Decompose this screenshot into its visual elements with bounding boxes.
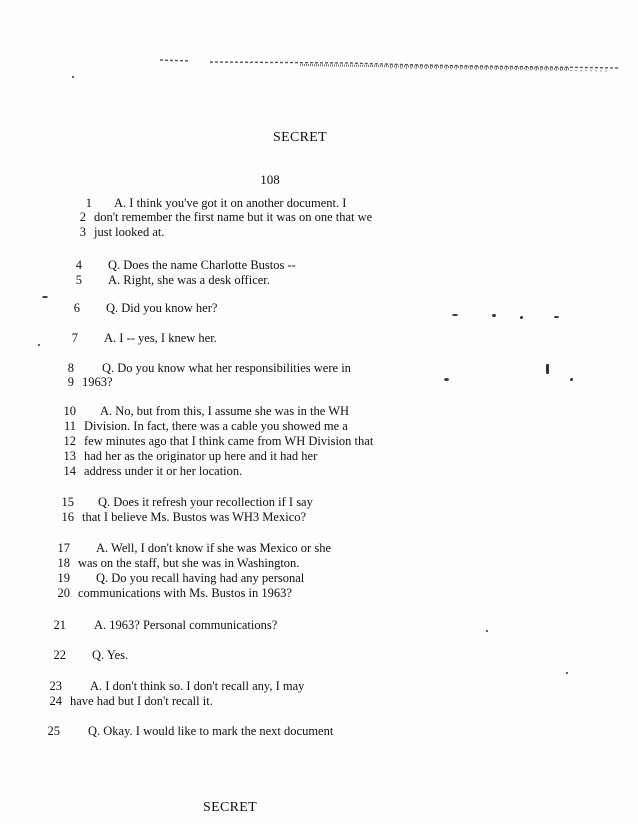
scan-speck xyxy=(492,314,496,317)
line-number: 4 xyxy=(75,258,82,272)
line-text: address under it or her location. xyxy=(84,464,243,478)
line-number: 12 xyxy=(63,434,76,448)
line-number: 22 xyxy=(53,648,66,662)
line-text: A. I think you've got it on another document. I xyxy=(114,196,347,210)
line-text: A. Right, she was a desk officer. xyxy=(108,273,270,287)
line-number: 17 xyxy=(57,541,70,555)
line-number: 10 xyxy=(63,404,76,418)
page-number: 108 xyxy=(260,172,280,187)
line-number: 15 xyxy=(61,495,74,509)
line-number: 24 xyxy=(49,694,62,708)
line-text: Division. In fact, there was a cable you showed me a xyxy=(84,419,348,433)
line-text: Q. Do you know what her responsibilities were in xyxy=(102,361,351,375)
line-number: 14 xyxy=(63,464,76,478)
line-number: 11 xyxy=(63,419,76,433)
scan-speck xyxy=(444,378,449,381)
line-number: 25 xyxy=(47,724,60,738)
line-number: 6 xyxy=(73,301,80,315)
scan-speck xyxy=(452,314,458,316)
line-text: few minutes ago that I think came from WH Division that xyxy=(84,434,374,448)
line-text: have had but I don't recall it. xyxy=(70,694,213,708)
line-text: A. I don't think so. I don't recall any, I may xyxy=(90,679,305,693)
line-number: 13 xyxy=(63,449,76,463)
line-text: just looked at. xyxy=(94,225,165,239)
scan-speck xyxy=(570,378,573,381)
scan-speck xyxy=(42,296,48,298)
scan-speck xyxy=(554,316,559,318)
line-text: that I believe Ms. Bustos was WH3 Mexico? xyxy=(82,510,307,524)
line-number: 21 xyxy=(53,618,66,632)
line-text: 1963? xyxy=(82,375,113,389)
line-text: was on the staff, but she was in Washington. xyxy=(78,556,300,570)
line-number: 20 xyxy=(57,586,70,600)
scan-speck xyxy=(72,76,74,78)
scan-speck xyxy=(38,344,40,346)
line-text: Q. Does it refresh your recollection if I say xyxy=(98,495,313,509)
line-text: communications with Ms. Bustos in 1963? xyxy=(78,586,292,600)
scan-speck xyxy=(520,316,523,319)
classification-header: SECRET xyxy=(273,130,327,145)
line-number: 3 xyxy=(79,225,86,239)
classification-footer: SECRET xyxy=(203,800,257,815)
line-number: 2 xyxy=(79,210,86,224)
line-number: 18 xyxy=(57,556,70,570)
line-text: don't remember the first name but it was on one that we xyxy=(94,210,373,224)
line-text: Q. Do you recall having had any personal xyxy=(96,571,305,585)
scan-speck xyxy=(566,672,568,674)
scan-speck xyxy=(486,630,488,632)
line-text: A. No, but from this, I assume she was in the WH xyxy=(100,404,350,418)
line-text: Q. Did you know her? xyxy=(106,301,218,315)
line-text: Q. Okay. I would like to mark the next document xyxy=(88,724,334,738)
scan-speck xyxy=(546,364,549,374)
line-number: 5 xyxy=(75,273,82,287)
scan-artifact-streak xyxy=(150,56,620,76)
line-number: 8 xyxy=(67,361,74,375)
line-number: 16 xyxy=(61,510,74,524)
line-text: had her as the originator up here and it had her xyxy=(84,449,318,463)
line-text: A. 1963? Personal communications? xyxy=(94,618,278,632)
line-text: Q. Does the name Charlotte Bustos -- xyxy=(108,258,296,272)
line-number: 23 xyxy=(49,679,62,693)
line-number: 9 xyxy=(67,375,74,389)
line-number: 1 xyxy=(85,196,92,210)
line-number: 7 xyxy=(71,331,78,345)
line-number: 19 xyxy=(57,571,70,585)
line-text: A. I -- yes, I knew her. xyxy=(104,331,217,345)
line-text: Q. Yes. xyxy=(92,648,129,662)
line-text: A. Well, I don't know if she was Mexico or she xyxy=(96,541,332,555)
